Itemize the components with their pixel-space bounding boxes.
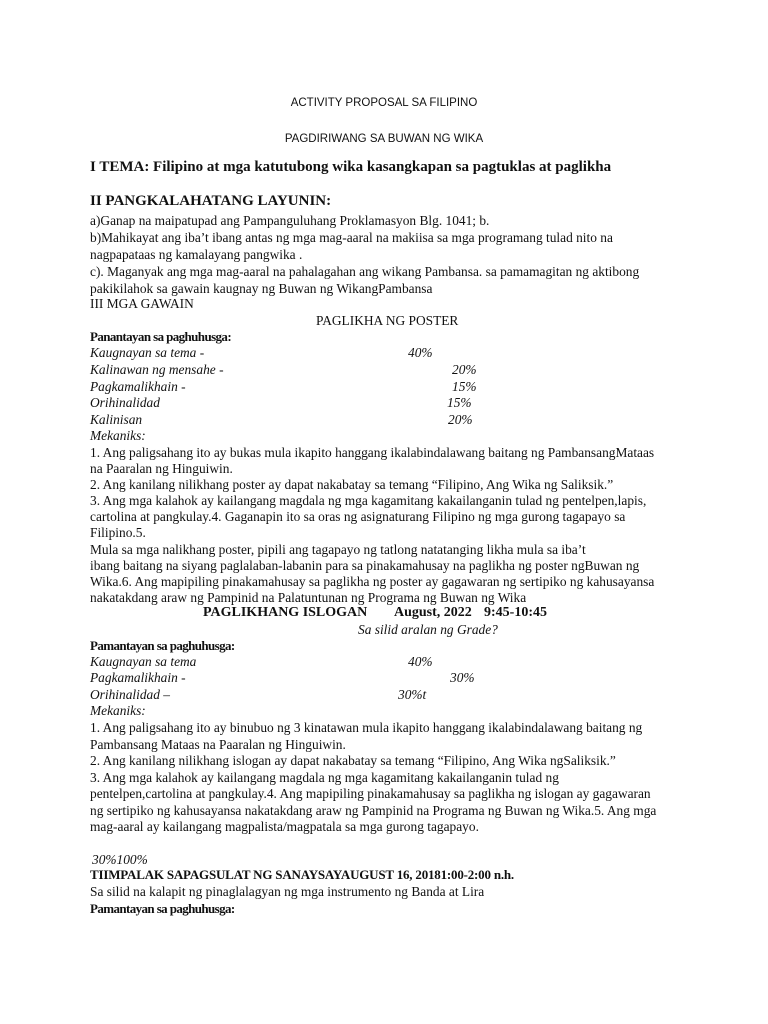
criterion-value: 15%: [452, 379, 477, 394]
poster-criterion-row: [90, 378, 690, 395]
islogan-time: 9:45-10:45: [484, 605, 547, 620]
islogan-venue: Sa silid aralan ng Grade?: [358, 622, 498, 637]
gawain-heading: III MGA GAWAIN: [90, 296, 194, 311]
islogan-mekaniks-line: 1. Ang paligsahang ito ay binubuo ng 3 kinatawan mula ikapito hanggang ikalabindalawang baitang ng: [90, 720, 643, 735]
layunin-line: c). Maganyak ang mga mag-aaral na pahalagahan ang wikang Pambansa. sa pamamagitan ng aktibong: [90, 264, 640, 279]
poster-criterion-row: [90, 361, 690, 378]
layunin-line: nagpapataas ng kamalayang pangwika .: [90, 247, 303, 262]
islogan-mekaniks-line: 3. Ang mga kalahok ay kailangang magdala ng mga kagamitang kakailanganin tulad ng: [90, 770, 559, 785]
criterion-label: Orihinalidad: [90, 395, 160, 410]
poster-mekaniks-line: cartolina at pangkulay.4. Gaganapin ito sa oras ng asignaturang Filipino ng mga gurong tagapayo sa: [90, 509, 626, 524]
criterion-value: 15%: [447, 395, 472, 410]
islogan-criteria-heading: Pamantayan sa paghuhusga:: [90, 638, 235, 653]
tema-heading: I TEMA: Filipino at mga katutubong wika kasangkapan sa pagtuklas at paglikha: [90, 159, 612, 175]
sanaysay-criteria-heading: Pamantayan sa paghuhusga:: [90, 901, 235, 916]
islogan-mekaniks-line: pentelpen,cartolina at pangkulay.4. Ang mapipiling pinakamahusay sa paglikha ng islogan ay gagawaran: [90, 786, 651, 801]
criterion-value: 30%: [450, 670, 475, 685]
criterion-label: Kaugnayan sa tema: [90, 654, 197, 669]
islogan-criterion-row: [90, 686, 690, 703]
islogan-mekaniks-line: 2. Ang kanilang nilikhang islogan ay dapat nakabatay sa temang “Filipino, Ang Wika ngSaliksik.”: [90, 753, 616, 768]
poster-mekaniks-label: Mekaniks:: [90, 428, 146, 443]
criterion-label: Orihinalidad –: [90, 687, 170, 702]
islogan-mekaniks-line: Pambansang Mataas na Paaralan ng Hinguiwin.: [90, 737, 346, 752]
stray-percent-text: 30%100%: [92, 852, 148, 867]
criterion-value: 40%: [408, 654, 433, 669]
poster-mekaniks-line: 2. Ang kanilang nilikhang poster ay dapat nakabatay sa temang “Filipino, Ang Wika ng Saliksik.”: [90, 477, 614, 492]
islogan-criterion-row: [90, 669, 690, 686]
islogan-mekaniks-line: mag-aaral ay kailangang magpalista/magpatala sa mga gurong tagapayo.: [90, 819, 479, 834]
poster-mekaniks-line: na Paaralan ng Hinguiwin.: [90, 461, 233, 476]
criterion-label: Kalinawan ng mensahe -: [90, 362, 224, 377]
poster-mekaniks-line: Wika.6. Ang mapipiling pinakamahusay sa paglikha ng poster ay gagawaran ng sertipiko ng kahusayansa: [90, 574, 655, 589]
document-title: ACTIVITY PROPOSAL SA FILIPINO: [290, 97, 478, 109]
criterion-value: 40%: [408, 345, 433, 360]
poster-criterion-row: [90, 394, 690, 411]
layunin-line: pakikilahok sa gawain kaugnay ng Buwan ng WikangPambansa: [90, 281, 433, 296]
islogan-criterion-row: [90, 653, 690, 670]
islogan-date: August, 2022: [394, 605, 472, 620]
sanaysay-title: TIIMPALAK SAPAGSULAT NG SANAYSAYAUGUST 16, 20181:00-2:00 n.h.: [90, 867, 514, 882]
islogan-mekaniks-line: ng sertipiko ng kahusayansa nakatakdang araw ng Pampinid na Programa ng Buwan ng Wika.5. Ang mga: [90, 803, 657, 818]
poster-mekaniks-line: 3. Ang mga kalahok ay kailangang magdala ng mga kagamitang kakailanganin tulad ng pentelpen,lapis,: [90, 493, 647, 508]
poster-criteria-heading: Panantayan sa paghuhusga:: [90, 329, 232, 344]
poster-mekaniks-line: nakatakdang araw ng Pampinid na Palatuntunan ng Programa ng Buwan ng Wika: [90, 590, 527, 605]
criterion-value: 20%: [448, 412, 473, 427]
poster-mekaniks-line: ibang baitang na siyang paglalaban-labanin para sa pinakamahusay na paglikha ng poster ngBuwan ng: [90, 558, 640, 573]
layunin-line: b)Mahikayat ang iba’t ibang antas ng mga mag-aaral na makiisa sa mga programang tulad nito na: [90, 230, 613, 245]
criterion-label: Pagkamalikhain -: [90, 670, 186, 685]
poster-criterion-row: [90, 344, 690, 361]
criterion-label: Pagkamalikhain -: [90, 379, 186, 394]
criterion-label: Kaugnayan sa tema -: [90, 345, 205, 360]
poster-title: PAGLIKHA NG POSTER: [316, 313, 459, 328]
criterion-value: 20%: [452, 362, 477, 377]
criterion-value: 30%t: [398, 687, 427, 702]
poster-mekaniks-line: 1. Ang paligsahang ito ay bukas mula ikapito hanggang ikalabindalawang baitang ng PambansangMataas: [90, 445, 655, 460]
islogan-title: PAGLIKHANG ISLOGAN: [203, 605, 368, 620]
sanaysay-venue: Sa silid na kalapit ng pinaglalagyan ng mga instrumento ng Banda at Lira: [90, 884, 485, 899]
document-subtitle: PAGDIRIWANG SA BUWAN NG WIKA: [284, 133, 484, 145]
layunin-line: a)Ganap na maipatupad ang Pampanguluhang Proklamasyon Blg. 1041; b.: [90, 213, 490, 228]
layunin-heading: II PANGKALAHATANG LAYUNIN:: [90, 193, 332, 209]
poster-mekaniks-line: Mula sa mga nalikhang poster, pipili ang tagapayo ng tatlong natatanging likha mula sa iba’t: [90, 542, 586, 557]
poster-mekaniks-line: Filipino.5.: [90, 525, 146, 540]
criterion-label: Kalinisan: [90, 412, 143, 427]
poster-criterion-row: [90, 411, 690, 428]
islogan-mekaniks-label: Mekaniks:: [90, 703, 146, 718]
